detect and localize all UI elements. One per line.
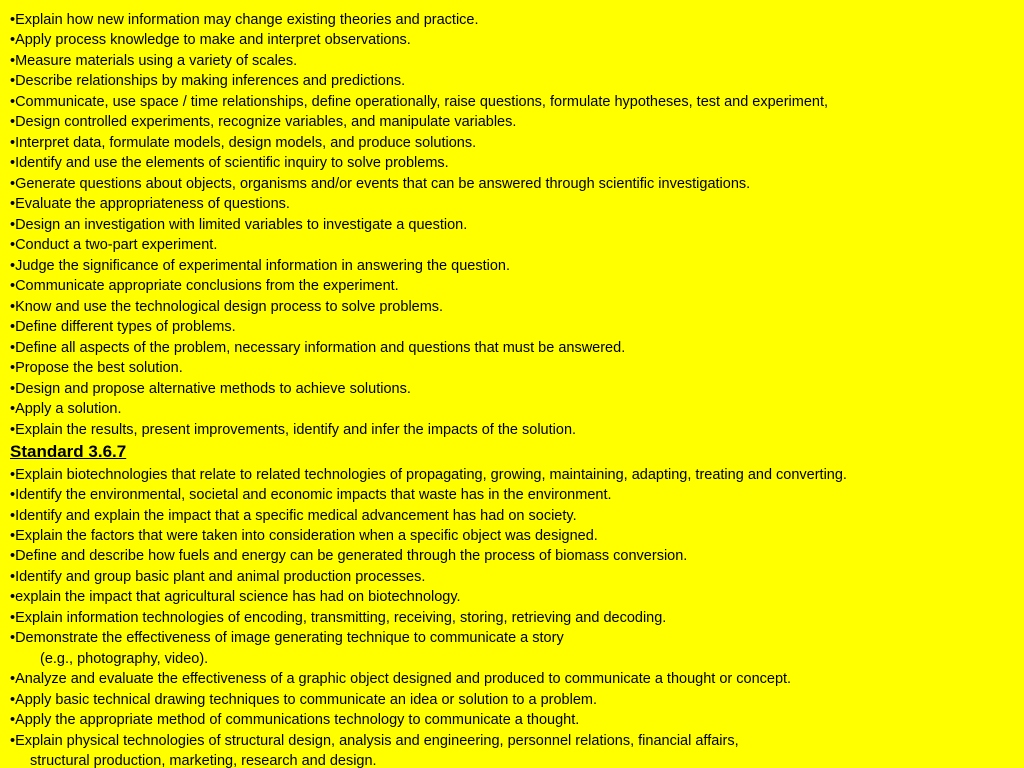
list-item: •Define and describe how fuels and energy can be generated through the process of biomass conversion.	[10, 548, 688, 564]
list-item: •Explain how new information may change existing theories and practice.	[10, 12, 479, 28]
list-item: •Explain information technologies of encoding, transmitting, receiving, storing, retrieving and decoding.	[10, 610, 667, 626]
list-item: •Judge the significance of experimental information in answering the question.	[10, 258, 510, 274]
list-item: •Propose the best solution.	[10, 360, 183, 376]
list-item: •Explain physical technologies of structural design, analysis and engineering, personnel relations, financial affairs,	[10, 733, 739, 749]
list-item: •Demonstrate the effectiveness of image generating technique to communicate a story	[10, 630, 564, 646]
list-item: •Design controlled experiments, recognize variables, and manipulate variables.	[10, 114, 517, 130]
list-item: •Conduct a two-part experiment.	[10, 237, 218, 253]
list-item: •Identify and group basic plant and animal production processes.	[10, 569, 426, 585]
list-item: •Know and use the technological design process to solve problems.	[10, 299, 444, 315]
list-item: •Design and propose alternative methods to achieve solutions.	[10, 381, 411, 397]
list-item: •explain the impact that agricultural science has had on biotechnology.	[10, 589, 461, 605]
list-item: •Apply basic technical drawing techniques to communicate an idea or solution to a problem.	[10, 692, 598, 708]
list-item: •Identify and explain the impact that a specific medical advancement has had on society.	[10, 508, 577, 524]
list-item: •Measure materials using a variety of scales.	[10, 53, 298, 69]
list-item-continuation: (e.g., photography, video).	[40, 651, 209, 667]
list-item: •Explain the factors that were taken into consideration when a specific object was designed.	[10, 528, 598, 544]
list-item: •Apply the appropriate method of communications technology to communicate a thought.	[10, 712, 580, 728]
list-item: •Communicate appropriate conclusions from the experiment.	[10, 278, 399, 294]
list-item: •Explain biotechnologies that relate to related technologies of propagating, growing, maintaining, adapting, treating and converting.	[10, 467, 847, 483]
list-item: •Communicate, use space / time relationships, define operationally, raise questions, formulate hypotheses, test and experiment,	[10, 94, 829, 110]
list-item: •Describe relationships by making inferences and predictions.	[10, 73, 406, 89]
list-item: •Generate questions about objects, organisms and/or events that can be answered through scientific investigations.	[10, 176, 751, 192]
list-item-continuation: structural production, marketing, research and design.	[30, 753, 377, 768]
list-item: •Evaluate the appropriateness of questions.	[10, 196, 290, 212]
list-item: •Analyze and evaluate the effectiveness of a graphic object designed and produced to communicate a thought or concept.	[10, 671, 792, 687]
list-item: •Interpret data, formulate models, design models, and produce solutions.	[10, 135, 477, 151]
list-item: •Apply process knowledge to make and interpret observations.	[10, 32, 411, 48]
list-item: •Identify and use the elements of scientific inquiry to solve problems.	[10, 155, 449, 171]
list-item: •Identify the environmental, societal and economic impacts that waste has in the environment.	[10, 487, 612, 503]
standard-heading: Standard 3.6.7	[10, 442, 127, 461]
list-item: •Design an investigation with limited variables to investigate a question.	[10, 217, 468, 233]
list-item: •Explain the results, present improvements, identify and infer the impacts of the solution.	[10, 422, 577, 438]
list-item: •Define different types of problems.	[10, 319, 236, 335]
list-item: •Apply a solution.	[10, 401, 122, 417]
list-item: •Define all aspects of the problem, necessary information and questions that must be answered.	[10, 340, 626, 356]
